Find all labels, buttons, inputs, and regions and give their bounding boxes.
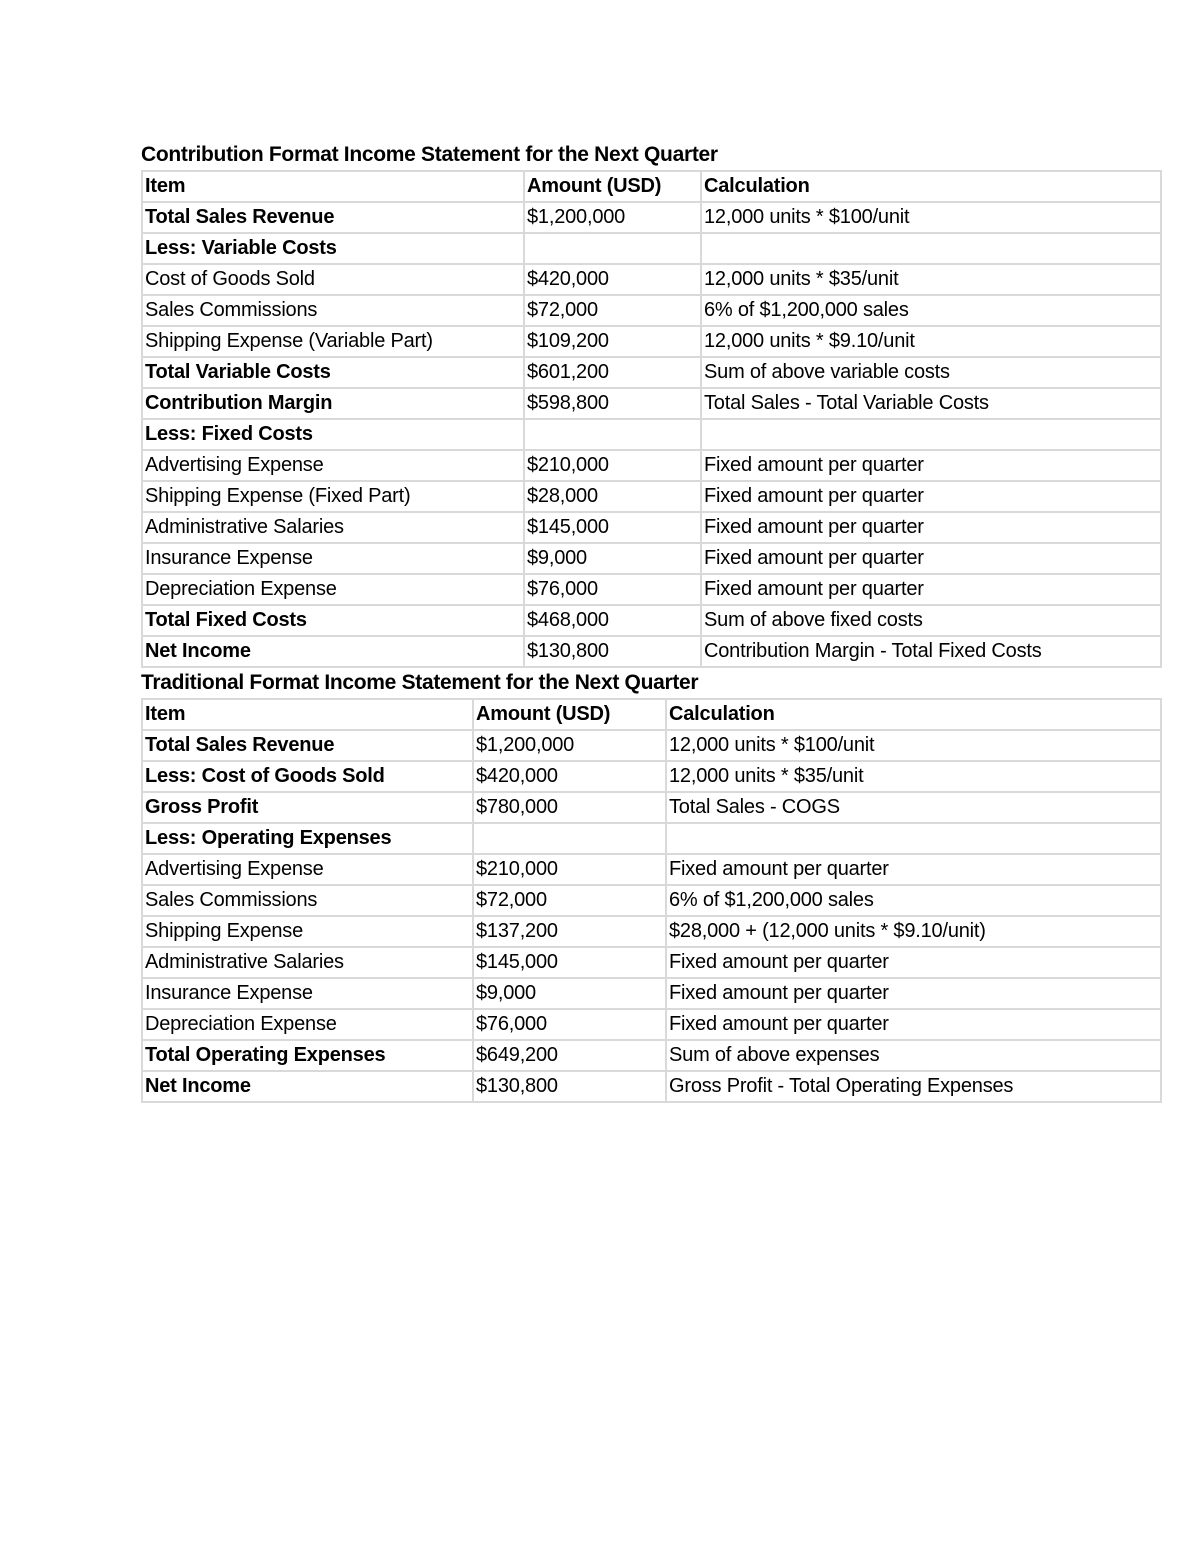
table-row: [142, 574, 1161, 605]
item-cell: Net Income: [142, 636, 524, 667]
item-cell: Total Sales Revenue: [142, 202, 524, 233]
calculation-cell: Fixed amount per quarter: [666, 947, 1161, 978]
amount-cell: $210,000: [524, 450, 701, 481]
calculation-cell: 12,000 units * $100/unit: [701, 202, 1161, 233]
calculation-cell: Total Sales - Total Variable Costs: [701, 388, 1161, 419]
table-row: [142, 947, 1161, 978]
amount-cell: $72,000: [524, 295, 701, 326]
amount-cell: $145,000: [524, 512, 701, 543]
item-cell: Total Variable Costs: [142, 357, 524, 388]
amount-cell: [524, 419, 701, 450]
traditional-statement-title: Traditional Format Income Statement for the Next Quarter: [141, 671, 699, 694]
amount-cell: [524, 233, 701, 264]
amount-cell: $210,000: [473, 854, 666, 885]
table-row: [142, 512, 1161, 543]
amount-cell: $1,200,000: [473, 730, 666, 761]
amount-cell: $468,000: [524, 605, 701, 636]
table-row: [142, 854, 1161, 885]
table-row: [142, 761, 1161, 792]
table-row: [142, 1040, 1161, 1071]
amount-cell: $76,000: [524, 574, 701, 605]
item-cell: Less: Variable Costs: [142, 233, 524, 264]
amount-cell: $130,800: [524, 636, 701, 667]
item-cell: Contribution Margin: [142, 388, 524, 419]
calculation-cell: Contribution Margin - Total Fixed Costs: [701, 636, 1161, 667]
item-cell: Shipping Expense (Variable Part): [142, 326, 524, 357]
amount-cell: $109,200: [524, 326, 701, 357]
amount-cell: $137,200: [473, 916, 666, 947]
amount-cell: [473, 823, 666, 854]
calculation-cell: Total Sales - COGS: [666, 792, 1161, 823]
calculation-cell: Gross Profit - Total Operating Expenses: [666, 1071, 1161, 1102]
item-cell: Administrative Salaries: [142, 947, 473, 978]
column-header-calculation: Calculation: [701, 171, 1161, 202]
table-row: [142, 885, 1161, 916]
amount-cell: $9,000: [473, 978, 666, 1009]
calculation-cell: Sum of above fixed costs: [701, 605, 1161, 636]
table-row: [142, 264, 1161, 295]
calculation-cell: Sum of above variable costs: [701, 357, 1161, 388]
calculation-cell: Fixed amount per quarter: [701, 512, 1161, 543]
amount-cell: $9,000: [524, 543, 701, 574]
calculation-cell: Fixed amount per quarter: [701, 481, 1161, 512]
item-cell: Total Fixed Costs: [142, 605, 524, 636]
table-row: [142, 419, 1161, 450]
item-cell: Net Income: [142, 1071, 473, 1102]
item-cell: Total Sales Revenue: [142, 730, 473, 761]
calculation-cell: 12,000 units * $35/unit: [666, 761, 1161, 792]
table-row: [142, 481, 1161, 512]
column-header-item: Item: [142, 699, 473, 730]
calculation-cell: Fixed amount per quarter: [666, 854, 1161, 885]
amount-cell: $780,000: [473, 792, 666, 823]
contribution-statement-title: Contribution Format Income Statement for the Next Quarter: [141, 143, 718, 166]
contribution-statement-table: [141, 170, 1162, 668]
table-row: [142, 295, 1161, 326]
calculation-cell: Sum of above expenses: [666, 1040, 1161, 1071]
calculation-cell: 6% of $1,200,000 sales: [701, 295, 1161, 326]
item-cell: Depreciation Expense: [142, 574, 524, 605]
amount-cell: $28,000: [524, 481, 701, 512]
table-row: [142, 357, 1161, 388]
calculation-cell: Fixed amount per quarter: [666, 978, 1161, 1009]
calculation-cell: [666, 823, 1161, 854]
calculation-cell: [701, 419, 1161, 450]
item-cell: Advertising Expense: [142, 450, 524, 481]
item-cell: Administrative Salaries: [142, 512, 524, 543]
item-cell: Shipping Expense: [142, 916, 473, 947]
table-row: [142, 543, 1161, 574]
calculation-cell: $28,000 + (12,000 units * $9.10/unit): [666, 916, 1161, 947]
table-row: [142, 1071, 1161, 1102]
table-row: [142, 636, 1161, 667]
table-row: [142, 233, 1161, 264]
calculation-cell: 12,000 units * $35/unit: [701, 264, 1161, 295]
item-cell: Sales Commissions: [142, 295, 524, 326]
item-cell: Gross Profit: [142, 792, 473, 823]
table-row: [142, 978, 1161, 1009]
calculation-cell: Fixed amount per quarter: [701, 574, 1161, 605]
calculation-cell: 12,000 units * $100/unit: [666, 730, 1161, 761]
table-header-row: [142, 699, 1161, 730]
table-row: [142, 916, 1161, 947]
item-cell: Less: Cost of Goods Sold: [142, 761, 473, 792]
calculation-cell: Fixed amount per quarter: [666, 1009, 1161, 1040]
column-header-item: Item: [142, 171, 524, 202]
amount-cell: $598,800: [524, 388, 701, 419]
item-cell: Depreciation Expense: [142, 1009, 473, 1040]
table-row: [142, 1009, 1161, 1040]
table-row: [142, 730, 1161, 761]
item-cell: Cost of Goods Sold: [142, 264, 524, 295]
amount-cell: $1,200,000: [524, 202, 701, 233]
amount-cell: $72,000: [473, 885, 666, 916]
table-row: [142, 202, 1161, 233]
calculation-cell: Fixed amount per quarter: [701, 450, 1161, 481]
amount-cell: $76,000: [473, 1009, 666, 1040]
item-cell: Less: Fixed Costs: [142, 419, 524, 450]
table-row: [142, 792, 1161, 823]
item-cell: Insurance Expense: [142, 543, 524, 574]
amount-cell: $420,000: [524, 264, 701, 295]
table-row: [142, 326, 1161, 357]
table-row: [142, 605, 1161, 636]
column-header-amount: Amount (USD): [473, 699, 666, 730]
item-cell: Total Operating Expenses: [142, 1040, 473, 1071]
calculation-cell: 12,000 units * $9.10/unit: [701, 326, 1161, 357]
amount-cell: $145,000: [473, 947, 666, 978]
item-cell: Advertising Expense: [142, 854, 473, 885]
amount-cell: $649,200: [473, 1040, 666, 1071]
column-header-amount: Amount (USD): [524, 171, 701, 202]
table-row: [142, 450, 1161, 481]
table-row: [142, 823, 1161, 854]
item-cell: Less: Operating Expenses: [142, 823, 473, 854]
column-header-calculation: Calculation: [666, 699, 1161, 730]
calculation-cell: Fixed amount per quarter: [701, 543, 1161, 574]
table-row: [142, 388, 1161, 419]
amount-cell: $130,800: [473, 1071, 666, 1102]
table-header-row: [142, 171, 1161, 202]
item-cell: Insurance Expense: [142, 978, 473, 1009]
item-cell: Shipping Expense (Fixed Part): [142, 481, 524, 512]
calculation-cell: 6% of $1,200,000 sales: [666, 885, 1161, 916]
document: [141, 140, 1160, 1103]
amount-cell: $420,000: [473, 761, 666, 792]
traditional-statement-table: [141, 698, 1162, 1103]
calculation-cell: [701, 233, 1161, 264]
item-cell: Sales Commissions: [142, 885, 473, 916]
amount-cell: $601,200: [524, 357, 701, 388]
